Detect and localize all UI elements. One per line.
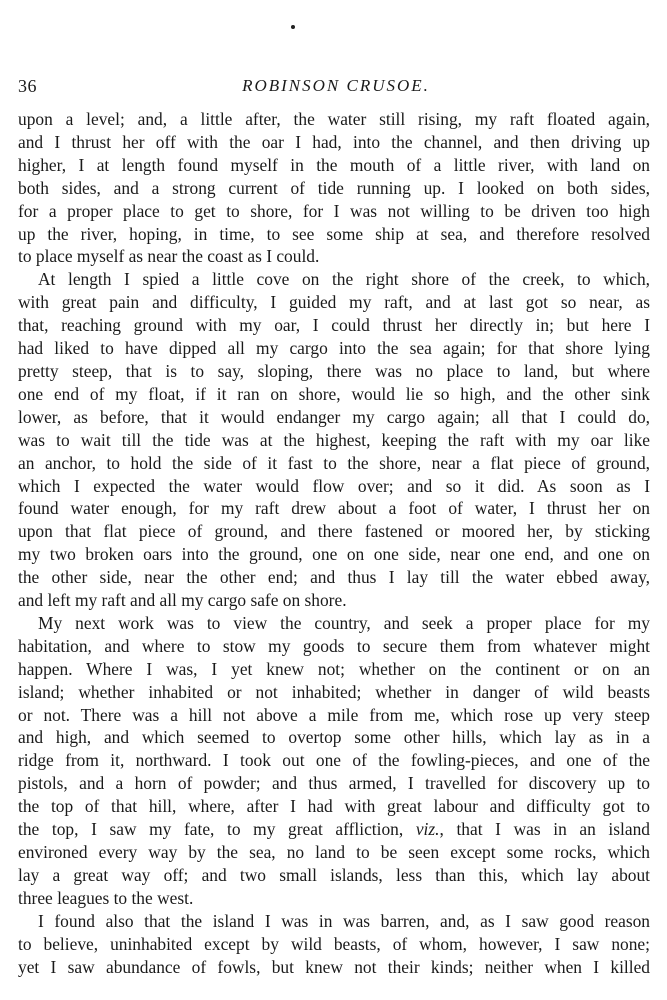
text-line: one end of my float, if it ran on shore, would lie so high, and the other sink [18, 383, 650, 404]
body-text [18, 108, 650, 978]
text-line: pistols, and a horn of powder; and thus armed, I travelled for discovery up to [18, 773, 650, 794]
ink-speck [291, 25, 295, 29]
text-line: had liked to have dipped all my cargo into the sea again; for that shore lying [18, 338, 650, 359]
text-line: found water enough, for my raft drew about a foot of water, I thrust her on [18, 498, 650, 519]
text-line: I found also that the island I was in was barren, and, as I saw good reason [38, 910, 650, 931]
text-line: island; whether inhabited or not inhabited; whether in danger of wild beasts [18, 681, 650, 702]
text-line: the top, I saw my fate, to my great affliction, viz., that I was in an island [18, 819, 650, 840]
text-line: or not. There was a hill not above a mile from me, which rose up very steep [18, 704, 650, 725]
paragraph [18, 910, 650, 979]
text-line: the top of that hill, where, after I had with great labour and difficulty got to [18, 796, 650, 817]
text-line: upon a level; and, a little after, the water still rising, my raft floated again, [18, 109, 650, 129]
text-line: yet I saw abundance of fowls, but knew not their kinds; neither when I killed [18, 956, 650, 977]
text-line: lay a great way off; and two small islands, less than this, which lay about [18, 864, 650, 885]
text-line: and left my raft and all my cargo safe on shore. [18, 590, 347, 611]
paragraph [18, 108, 650, 268]
text-line: for a proper place to get to shore, for I was not willing to be driven too high [18, 200, 650, 221]
text-line: and high, and which seemed to overtop some other hills, which lay as in a [18, 727, 650, 748]
text-line: that, reaching ground with my oar, I could thrust her directly in; but here I [18, 315, 650, 336]
paragraph [18, 268, 650, 612]
running-title: ROBINSON CRUSOE. [242, 76, 430, 95]
text-line: an anchor, to hold the side of it fast to the shore, near a flat piece of ground, [18, 452, 650, 473]
page-number: 36 [18, 76, 37, 96]
text-line: my two broken oars into the ground, one on one side, near one end, and one on [18, 544, 650, 565]
text-line: which I expected the water would flow over; and so it did. As soon as I [18, 475, 650, 496]
paragraph [18, 612, 650, 910]
text-line: both sides, and a strong current of tide running up. I looked on both sides, [18, 177, 650, 198]
italic-viz: viz. [415, 819, 440, 840]
text-line: to place myself as near the coast as I could. [18, 246, 320, 267]
page-header [18, 76, 654, 100]
text-line: three leagues to the west. [18, 887, 194, 908]
text-line: and I thrust her off with the oar I had, into the channel, and then driving up [18, 131, 650, 152]
text-line: pretty steep, that is to say, sloping, there was no place to land, but where [18, 360, 650, 381]
text-line: higher, I at length found myself in the mouth of a little river, with land on [18, 154, 650, 175]
text-line: environed every way by the sea, no land to be seen except some rocks, which [18, 842, 650, 862]
text-line: habitation, and where to stow my goods to secure them from whatever might [18, 635, 650, 656]
text-line: ridge from it, northward. I took out one of the fowling-pieces, and one of the [18, 750, 650, 771]
text-line: At length I spied a little cove on the right shore of the creek, to which, [38, 269, 650, 290]
text-line: My next work was to view the country, and seek a proper place for my [38, 612, 650, 633]
text-line: upon that flat piece of ground, and there fastened or moored her, by sticking [18, 521, 650, 542]
text-line: happen. Where I was, I yet knew not; whether on the continent or on an [18, 658, 650, 679]
text-line: with great pain and difficulty, I guided my raft, and at last got so near, as [18, 292, 650, 313]
text-line: was to wait till the tide was at the highest, keeping the raft with my oar like [18, 429, 650, 450]
text-line: lower, as before, that it would endanger my cargo again; all that I could do, [18, 406, 650, 427]
text-line: to believe, uninhabited except by wild beasts, of whom, however, I saw none; [18, 933, 650, 954]
text-line: the other side, near the other end; and thus I lay till the water ebbed away, [18, 567, 650, 588]
text-line: up the river, hoping, in time, to see some ship at sea, and therefore resolved [18, 223, 650, 244]
